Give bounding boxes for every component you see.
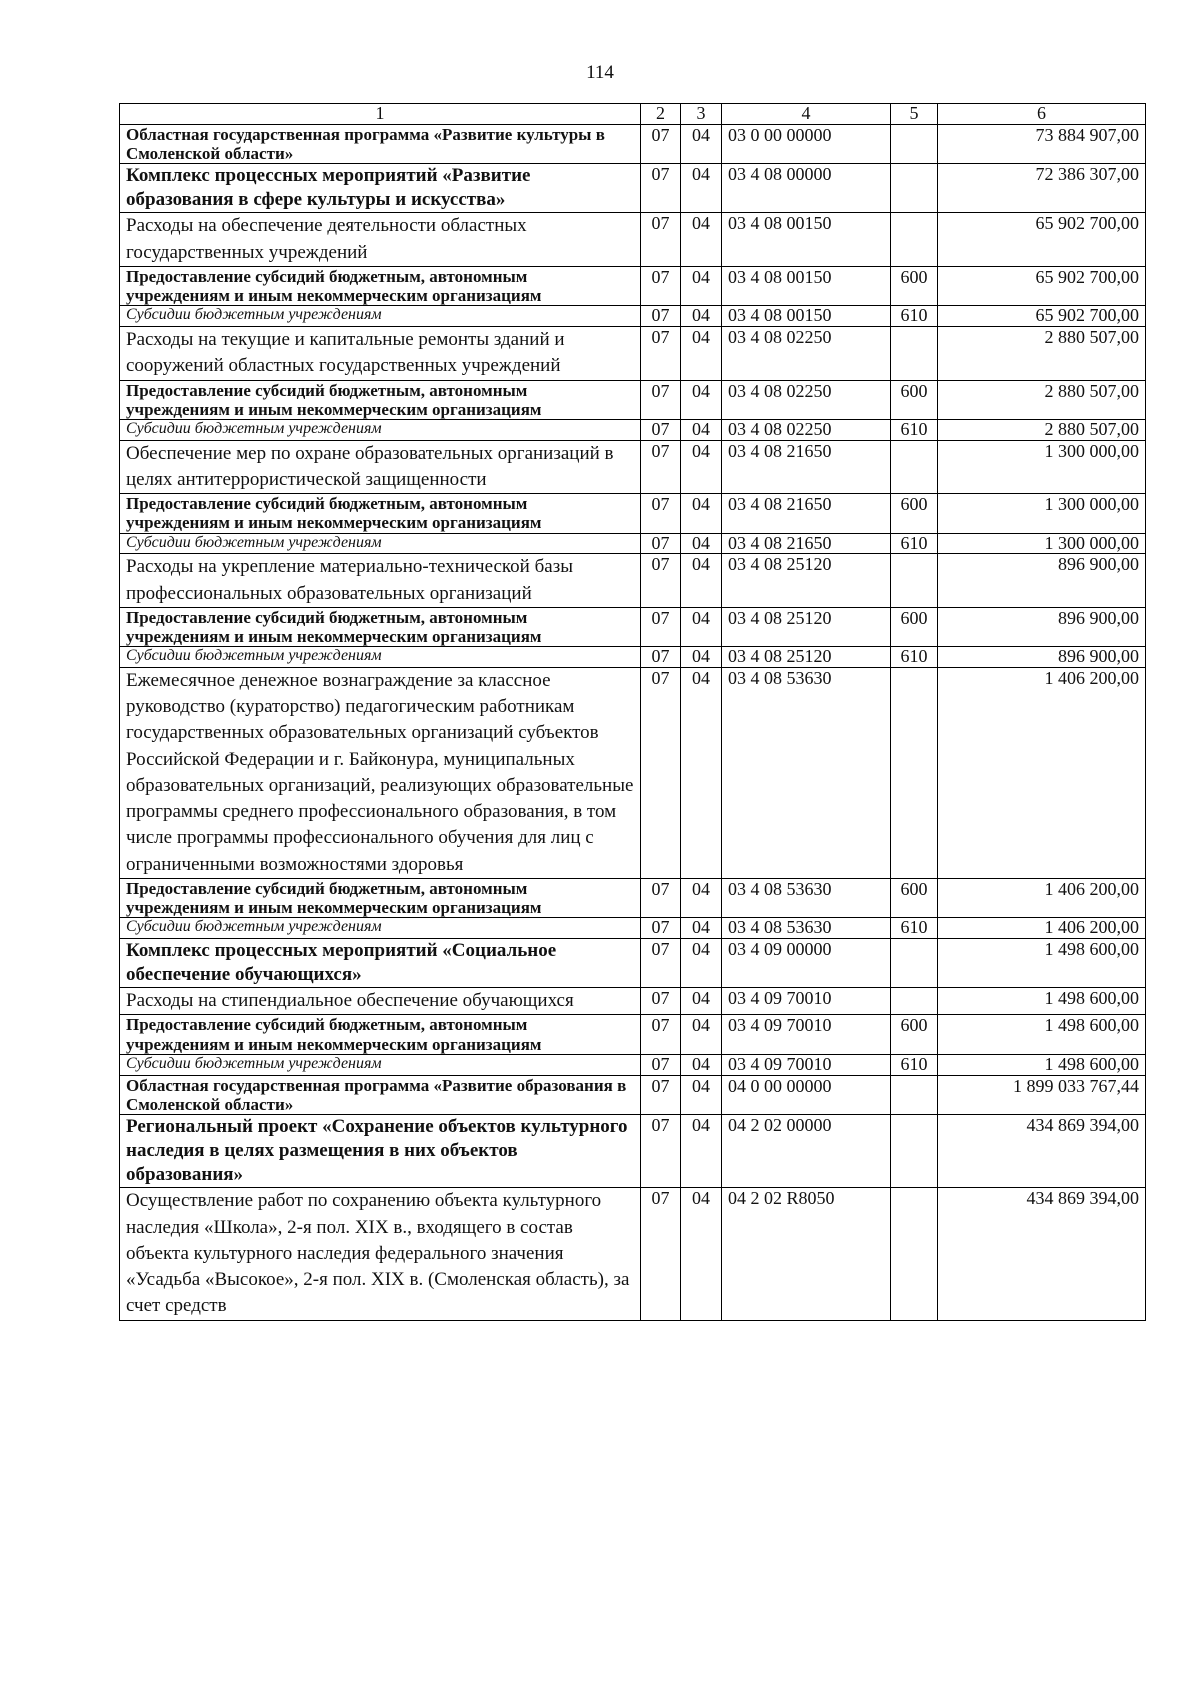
item-name-cell: Ежемесячное денежное вознаграждение за классное руководство (кураторство) педагогическим работникам государственных образовательных организаций субъектов Российской Федерации и г. Байконура, муниципальных образовательных организаций, реализующих образовательные программы среднего профессионального образования, в том числе программы профессионального обучения для лиц с ограниченными возможностями здоровья [120,668,641,879]
item-name-cell: Расходы на укрепление материально-технической базы профессиональных образовательных организаций [120,554,641,607]
target-article-code-cell: 03 4 09 00000 [722,938,891,987]
expense-type-code-cell: 600 [891,878,938,917]
section-code-cell: 07 [641,1188,681,1320]
subsection-code-cell: 04 [681,419,722,440]
expense-type-code-cell [891,1075,938,1114]
table-row [120,938,1146,987]
item-name-cell: Расходы на стипендиальное обеспечение обучающихся [120,988,641,1015]
section-code-cell: 07 [641,1015,681,1054]
target-article-code-cell: 03 4 08 21650 [722,533,891,554]
subsection-code-cell: 04 [681,306,722,327]
table-row [120,266,1146,305]
section-code-cell: 07 [641,306,681,327]
section-code-cell: 07 [641,918,681,939]
expense-type-code-cell [891,1188,938,1320]
subsection-code-cell: 04 [681,1054,722,1075]
header-cell: 6 [938,104,1146,125]
header-cell: 3 [681,104,722,125]
target-article-code-cell: 03 4 09 70010 [722,988,891,1015]
amount-cell: 1 498 600,00 [938,988,1146,1015]
expense-type-code-cell: 610 [891,419,938,440]
target-article-code-cell: 03 4 08 53630 [722,878,891,917]
section-code-cell: 07 [641,266,681,305]
table-row [120,1075,1146,1114]
expense-type-code-cell [891,668,938,879]
target-article-code-cell: 04 0 00 00000 [722,1075,891,1114]
subsection-code-cell: 04 [681,164,722,213]
amount-cell: 1 498 600,00 [938,938,1146,987]
target-article-code-cell: 03 4 08 53630 [722,668,891,879]
section-code-cell: 07 [641,938,681,987]
amount-cell: 1 406 200,00 [938,918,1146,939]
budget-table [119,103,1146,1321]
item-name-cell: Предоставление субсидий бюджетным, автономным учреждениям и иным некоммерческим организациям [120,878,641,917]
target-article-code-cell: 03 4 08 02250 [722,327,891,380]
expense-type-code-cell: 600 [891,266,938,305]
section-code-cell: 07 [641,533,681,554]
amount-cell: 896 900,00 [938,647,1146,668]
amount-cell: 2 880 507,00 [938,327,1146,380]
section-code-cell: 07 [641,1075,681,1114]
subsection-code-cell: 04 [681,668,722,879]
subsection-code-cell: 04 [681,124,722,163]
table-row [120,533,1146,554]
item-name-cell: Предоставление субсидий бюджетным, автономным учреждениям и иным некоммерческим организациям [120,1015,641,1054]
subsection-code-cell: 04 [681,494,722,533]
item-name-cell: Субсидии бюджетным учреждениям [120,647,641,668]
subsection-code-cell: 04 [681,533,722,554]
amount-cell: 1 498 600,00 [938,1054,1146,1075]
subsection-code-cell: 04 [681,1115,722,1188]
expense-type-code-cell: 610 [891,647,938,668]
amount-cell: 1 300 000,00 [938,440,1146,493]
table-row [120,164,1146,213]
target-article-code-cell: 03 4 08 25120 [722,647,891,668]
subsection-code-cell: 04 [681,327,722,380]
target-article-code-cell: 03 4 08 02250 [722,380,891,419]
expense-type-code-cell [891,938,938,987]
section-code-cell: 07 [641,124,681,163]
expense-type-code-cell [891,124,938,163]
section-code-cell: 07 [641,607,681,646]
item-name-cell: Предоставление субсидий бюджетным, автономным учреждениям и иным некоммерческим организациям [120,380,641,419]
subsection-code-cell: 04 [681,1188,722,1320]
amount-cell: 1 300 000,00 [938,533,1146,554]
item-name-cell: Комплекс процессных мероприятий «Социальное обеспечение обучающихся» [120,938,641,987]
table-row [120,918,1146,939]
table-row [120,124,1146,163]
subsection-code-cell: 04 [681,266,722,305]
table-row [120,380,1146,419]
expense-type-code-cell: 610 [891,306,938,327]
section-code-cell: 07 [641,1054,681,1075]
item-name-cell: Субсидии бюджетным учреждениям [120,918,641,939]
item-name-cell: Комплекс процессных мероприятий «Развитие образования в сфере культуры и искусства» [120,164,641,213]
table-row [120,668,1146,879]
amount-cell: 72 386 307,00 [938,164,1146,213]
target-article-code-cell: 03 4 08 25120 [722,554,891,607]
target-article-code-cell: 03 4 08 53630 [722,918,891,939]
item-name-cell: Областная государственная программа «Развитие образования в Смоленской области» [120,1075,641,1114]
table-row [120,647,1146,668]
section-code-cell: 07 [641,668,681,879]
amount-cell: 434 869 394,00 [938,1188,1146,1320]
target-article-code-cell: 04 2 02 R8050 [722,1188,891,1320]
table-row [120,607,1146,646]
amount-cell: 1 406 200,00 [938,668,1146,879]
target-article-code-cell: 03 4 08 00150 [722,213,891,266]
subsection-code-cell: 04 [681,647,722,668]
header-cell: 5 [891,104,938,125]
expense-type-code-cell: 610 [891,918,938,939]
expense-type-code-cell: 600 [891,607,938,646]
table-row [120,1015,1146,1054]
amount-cell: 65 902 700,00 [938,213,1146,266]
table-row [120,1054,1146,1075]
table-row [120,306,1146,327]
target-article-code-cell: 03 0 00 00000 [722,124,891,163]
expense-type-code-cell: 600 [891,1015,938,1054]
amount-cell: 65 902 700,00 [938,266,1146,305]
amount-cell: 2 880 507,00 [938,419,1146,440]
amount-cell: 1 406 200,00 [938,878,1146,917]
expense-type-code-cell [891,440,938,493]
target-article-code-cell: 03 4 08 00000 [722,164,891,213]
item-name-cell: Предоставление субсидий бюджетным, автономным учреждениям и иным некоммерческим организациям [120,607,641,646]
table-row [120,1188,1146,1320]
expense-type-code-cell [891,554,938,607]
section-code-cell: 07 [641,988,681,1015]
table-row [120,554,1146,607]
amount-cell: 896 900,00 [938,607,1146,646]
section-code-cell: 07 [641,213,681,266]
table-row [120,494,1146,533]
header-cell: 4 [722,104,891,125]
section-code-cell: 07 [641,419,681,440]
section-code-cell: 07 [641,380,681,419]
subsection-code-cell: 04 [681,878,722,917]
item-name-cell: Расходы на текущие и капитальные ремонты зданий и сооружений областных государственных учреждений [120,327,641,380]
header-cell: 1 [120,104,641,125]
subsection-code-cell: 04 [681,213,722,266]
item-name-cell: Субсидии бюджетным учреждениям [120,533,641,554]
amount-cell: 1 300 000,00 [938,494,1146,533]
subsection-code-cell: 04 [681,380,722,419]
item-name-cell: Предоставление субсидий бюджетным, автономным учреждениям и иным некоммерческим организациям [120,266,641,305]
target-article-code-cell: 03 4 08 02250 [722,419,891,440]
item-name-cell: Осуществление работ по сохранению объекта культурного наследия «Школа», 2-я пол. XIX в., входящего в состав объекта культурного наследия федерального значения «Усадьба «Высокое», 2-я пол. XIX в. (Смоленская область), за счет средств [120,1188,641,1320]
target-article-code-cell: 03 4 08 21650 [722,494,891,533]
subsection-code-cell: 04 [681,918,722,939]
expense-type-code-cell: 610 [891,533,938,554]
subsection-code-cell: 04 [681,1075,722,1114]
item-name-cell: Областная государственная программа «Развитие культуры в Смоленской области» [120,124,641,163]
target-article-code-cell: 03 4 08 21650 [722,440,891,493]
table-row [120,878,1146,917]
amount-cell: 65 902 700,00 [938,306,1146,327]
expense-type-code-cell: 600 [891,494,938,533]
section-code-cell: 07 [641,878,681,917]
section-code-cell: 07 [641,1115,681,1188]
table-row [120,327,1146,380]
amount-cell: 1 899 033 767,44 [938,1075,1146,1114]
item-name-cell: Предоставление субсидий бюджетным, автономным учреждениям и иным некоммерческим организациям [120,494,641,533]
amount-cell: 1 498 600,00 [938,1015,1146,1054]
table-row [120,419,1146,440]
expense-type-code-cell [891,327,938,380]
target-article-code-cell: 04 2 02 00000 [722,1115,891,1188]
target-article-code-cell: 03 4 09 70010 [722,1054,891,1075]
header-row [120,104,1146,125]
expense-type-code-cell [891,1115,938,1188]
section-code-cell: 07 [641,327,681,380]
header-cell: 2 [641,104,681,125]
item-name-cell: Региональный проект «Сохранение объектов культурного наследия в целях размещения в них объектов образования» [120,1115,641,1188]
section-code-cell: 07 [641,554,681,607]
amount-cell: 73 884 907,00 [938,124,1146,163]
expense-type-code-cell [891,164,938,213]
item-name-cell: Обеспечение мер по охране образовательных организаций в целях антитеррористической защищенности [120,440,641,493]
target-article-code-cell: 03 4 08 25120 [722,607,891,646]
table-row [120,1115,1146,1188]
page-number: 114 [586,62,614,83]
section-code-cell: 07 [641,440,681,493]
section-code-cell: 07 [641,164,681,213]
table-row [120,213,1146,266]
target-article-code-cell: 03 4 08 00150 [722,306,891,327]
expense-type-code-cell: 610 [891,1054,938,1075]
subsection-code-cell: 04 [681,988,722,1015]
amount-cell: 2 880 507,00 [938,380,1146,419]
item-name-cell: Субсидии бюджетным учреждениям [120,1054,641,1075]
section-code-cell: 07 [641,494,681,533]
amount-cell: 434 869 394,00 [938,1115,1146,1188]
item-name-cell: Расходы на обеспечение деятельности областных государственных учреждений [120,213,641,266]
section-code-cell: 07 [641,647,681,668]
item-name-cell: Субсидии бюджетным учреждениям [120,306,641,327]
subsection-code-cell: 04 [681,554,722,607]
subsection-code-cell: 04 [681,938,722,987]
item-name-cell: Субсидии бюджетным учреждениям [120,419,641,440]
amount-cell: 896 900,00 [938,554,1146,607]
expense-type-code-cell [891,213,938,266]
subsection-code-cell: 04 [681,440,722,493]
table-row [120,988,1146,1015]
table-row [120,440,1146,493]
target-article-code-cell: 03 4 09 70010 [722,1015,891,1054]
subsection-code-cell: 04 [681,1015,722,1054]
expense-type-code-cell: 600 [891,380,938,419]
expense-type-code-cell [891,988,938,1015]
subsection-code-cell: 04 [681,607,722,646]
target-article-code-cell: 03 4 08 00150 [722,266,891,305]
